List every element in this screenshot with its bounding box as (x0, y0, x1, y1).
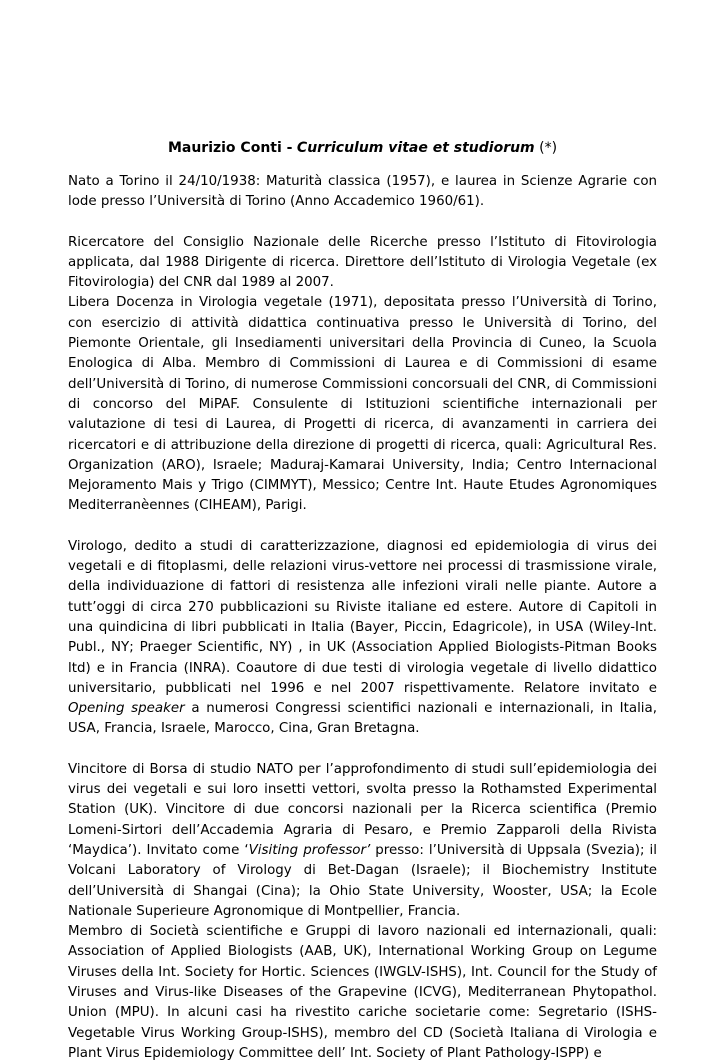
paragraph-birth-education: Nato a Torino il 24/10/1938: Maturità classica (1957), e laurea in Scienze Agrarie con lode presso l’Università di Torino (Anno Accademico 1960/61). (68, 174, 657, 210)
research-text-a: Virologo, dedito a studi di caratterizzazione, diagnosi ed epidemiologia di virus dei vegetali e di fitoplasmi, delle relazioni virus-vettore nei processi di trasmissione virale, della individuazione di fattori di resistenza alle infezioni virali nelle piante. Autore a tutt’oggi di circa 270 pubblicazioni su Riviste italiane ed estere. Autore di Capitoli in una quindicina di libri pubblicati in Italia (Bayer, Piccin, Edagricole), in USA (Wiley-Int. Publ., NY; Praeger Scientific, NY) , in UK (Association Applied Biologists-Pitman Books ltd) e in Francia (INRA). Coautore di due testi di virologia vegetale di livello didattico universitario, pubblicati nel 1996 e nel 2007 rispettivamente. Relatore invitato e (68, 538, 657, 696)
paragraph-research (68, 537, 657, 740)
title-note: (*) (539, 140, 558, 156)
author-name: Maurizio Conti - (167, 140, 293, 156)
awards-text-emphasis: Visiting professor’ (248, 842, 371, 858)
research-text-b: a numerosi Congressi scientifici nazionali e internazionali, in Italia, USA, Francia, Israele, Marocco, Cina, Gran Bretagna. (68, 701, 657, 737)
awards-text-b: presso: l’Università di Uppsala (Svezia); il Volcani Laboratory of Virology di Bet-Dagan (Israele); il Biochemistry Institute dell’Università di Shangai (Cina); la Ohio State University, Wooster, USA; la Ecole Nationale Superieure Agronomique di Montpellier, Francia. (68, 842, 657, 919)
paragraph-teaching: Libera Docenza in Virologia vegetale (1971), depositata presso l’Università di Torino, con esercizio di attività didattica continuativa presso le Università di Torino, del Piemonte Orientale, gli Insediamenti universitari della Provincia di Cuneo, la Scuola Enologica di Alba. Membro di Commissioni di Laurea e di Commissioni di esame dell’Università di Torino, di numerose Commissioni concorsuali del CNR, di Commissioni di concorso del MiPAF. Consulente di Istituzioni scientifiche internazionali per valutazione di tesi di Laurea, di Progetti di ricerca, di avanzamenti in carriera dei ricercatori e di attribuzione della direzione di progetti di ricerca, quali: Agricultural Res. Organization (ARO), Israele; Maduraj-Kamarai University, India; Centro Internacional Mejoramento Mais y Trigo (CIMMYT), Messico; Centre Int. Haute Etudes Agronomiques Mediterranèennes (CIHEAM), Parigi. (68, 295, 657, 514)
paragraph-career: Ricercatore del Consiglio Nazionale delle Ricerche presso l’Istituto di Fitovirologia applicata, dal 1988 Dirigente di ricerca. Direttore dell’Istituto di Virologia Vegetale (ex Fitovirologia) del CNR dal 1989 al 2007. (68, 234, 657, 291)
paragraph-awards (68, 760, 657, 922)
paragraph-memberships: Membro di Società scientifiche e Gruppi di lavoro nazionali ed internazionali, quali: Association of Applied Biologists (AAB, UK), International Working Group on Legume Viruses della Int. Society for Hortic. Sciences (IWGLV-ISHS), Int. Council for the Study of Viruses and Virus-like Diseases of the Grapevine (ICVG), Mediterranean Phytopathol. Union (MPU). In alcuni casi ha rivestito cariche societarie come: Segretario (ISHS-Vegetable Virus Working Group-ISHS), membro del CD (Società Italiana di Virologia e Plant Virus Epidemiology Committee dell’ Int. Society of Plant Pathology-ISPP) e (68, 924, 657, 1061)
research-text-emphasis: Opening speaker (68, 701, 185, 717)
title-subtitle: Curriculum vitae et studiorum (296, 140, 535, 156)
awards-text-a: Vincitore di Borsa di studio NATO per l’approfondimento di studi sull’epidemiologia dei virus dei vegetali e sui loro insetti vettori, svolta presso la Rothamsted Experimental Station (UK). Vincitore di due concorsi nazionali per la Ricerca scientifica (Premio Lomeni-Sirtori dell’Accademia Agraria di Pesaro, e Premio Zapparoli della Rivista ‘Maydica’). Invitato come ‘ (68, 761, 657, 858)
document-title (68, 138, 657, 159)
